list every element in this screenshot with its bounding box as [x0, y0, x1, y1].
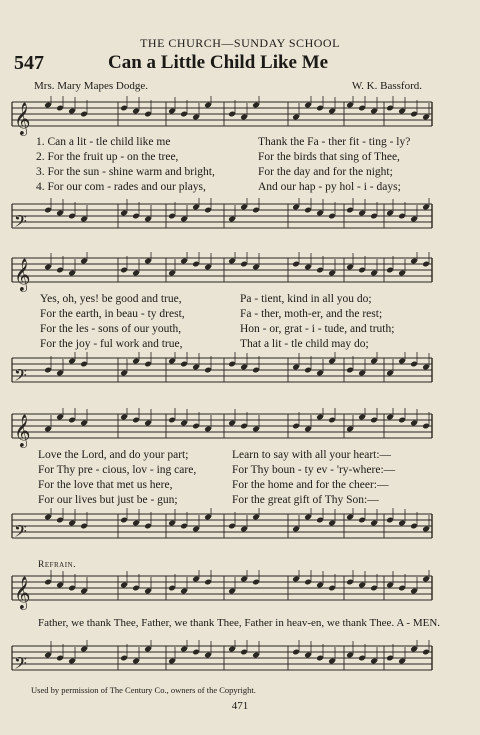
bass-staff-system-2 [0, 352, 480, 398]
note-head [370, 202, 378, 219]
note-head [370, 259, 378, 276]
treble-staff-system-3 [0, 408, 480, 454]
note-head [56, 508, 64, 523]
note-head [132, 97, 140, 114]
note-head [240, 252, 248, 267]
note-head [56, 96, 64, 111]
note-head [192, 640, 200, 655]
note-head [120, 644, 128, 661]
note-head [316, 571, 324, 588]
note-head [304, 570, 312, 585]
note-head [204, 641, 212, 658]
note-head [168, 408, 176, 423]
note-head [56, 644, 64, 661]
note-head [316, 644, 324, 661]
note-head [240, 353, 248, 370]
note-head [316, 508, 324, 523]
note-head [358, 96, 366, 111]
note-head [144, 205, 152, 222]
note-head [56, 199, 64, 216]
note-head [410, 100, 418, 117]
note-head [370, 647, 378, 664]
svg-text:𝄞: 𝄞 [14, 102, 31, 135]
note-head [68, 509, 76, 526]
svg-text:𝄢: 𝄢 [14, 211, 27, 235]
note-head [386, 571, 394, 588]
copyright-note: Used by permission of The Century Co., owners of the Copyright. [31, 685, 256, 695]
note-head [180, 205, 188, 222]
note-head [240, 640, 248, 655]
note-head [56, 571, 64, 588]
note-head [358, 508, 366, 523]
note-head [398, 408, 406, 423]
note-head [346, 415, 354, 432]
note-head [168, 97, 176, 114]
note-head [316, 96, 324, 111]
note-head [292, 353, 300, 370]
treble-staff-system-2 [0, 252, 480, 298]
page-number: 471 [231, 700, 249, 712]
refrain-label: Refrain. [38, 560, 76, 570]
note-head [168, 574, 176, 591]
note-head [370, 574, 378, 591]
note-head [228, 205, 236, 222]
note-head [328, 408, 336, 423]
note-head [144, 100, 152, 117]
note-head [68, 202, 76, 219]
note-head [180, 409, 188, 426]
treble-staff-refrain [0, 570, 480, 616]
note-head [120, 96, 128, 111]
note-head [292, 640, 300, 655]
note-head [292, 412, 300, 429]
note-head [44, 253, 52, 270]
note-head [204, 253, 212, 270]
note-head [328, 259, 336, 276]
note-head [398, 259, 406, 276]
note-head [56, 359, 64, 376]
note-head [328, 647, 336, 664]
note-head [168, 647, 176, 664]
note-head [398, 97, 406, 114]
note-head [204, 356, 212, 373]
note-head [80, 352, 88, 367]
note-head [132, 574, 140, 591]
note-head [346, 198, 354, 213]
note-head [422, 412, 430, 429]
note-head [192, 515, 200, 532]
svg-text:𝄢: 𝄢 [14, 365, 27, 389]
note-head [192, 412, 200, 429]
note-head [168, 509, 176, 526]
note-head [398, 647, 406, 664]
note-head [304, 198, 312, 213]
note-head [386, 508, 394, 523]
note-head [144, 352, 152, 367]
svg-text:𝄞: 𝄞 [14, 258, 31, 291]
note-head [370, 408, 378, 423]
svg-text:𝄢: 𝄢 [14, 521, 27, 545]
note-head [68, 97, 76, 114]
note-head [180, 352, 188, 367]
note-head [346, 641, 354, 658]
note-head [292, 103, 300, 120]
note-head [252, 641, 260, 658]
note-head [386, 359, 394, 376]
refrain-lyric: Father, we thank Thee, Father, we thank Thee, Father in heav-en, we thank Thee. A - MEN. [38, 617, 441, 629]
note-head [410, 512, 418, 529]
note-head [252, 415, 260, 432]
note-head [304, 641, 312, 658]
note-head [252, 570, 260, 585]
note-head [410, 577, 418, 594]
note-head [68, 408, 76, 423]
note-head [370, 97, 378, 114]
note-head [44, 570, 52, 585]
bass-staff-system-3 [0, 508, 480, 554]
note-head [422, 103, 430, 120]
note-head [410, 352, 418, 367]
note-head [80, 577, 88, 594]
note-head [328, 509, 336, 526]
note-head [68, 647, 76, 664]
note-head [398, 574, 406, 591]
note-head [168, 202, 176, 219]
note-head [132, 259, 140, 276]
note-head [386, 96, 394, 111]
note-head [252, 253, 260, 270]
note-head [358, 199, 366, 216]
note-head [346, 570, 354, 585]
note-head [192, 353, 200, 370]
note-head [252, 356, 260, 373]
note-head [228, 409, 236, 426]
composer-credit: W. K. Bassford. [351, 80, 422, 92]
lyricist-credit: Mrs. Mary Mapes Dodge. [34, 80, 148, 92]
note-head [180, 577, 188, 594]
note-head [292, 252, 300, 267]
note-head [304, 356, 312, 373]
note-head [192, 252, 200, 267]
hymn-number: 547 [14, 52, 44, 74]
note-head [144, 577, 152, 594]
note-head [252, 198, 260, 213]
note-head [56, 256, 64, 273]
note-head [168, 259, 176, 276]
note-head [132, 408, 140, 423]
note-head [204, 198, 212, 213]
note-head [346, 356, 354, 373]
note-head [358, 644, 366, 661]
note-head [346, 253, 354, 270]
note-head [80, 100, 88, 117]
note-head [120, 508, 128, 523]
note-head [358, 359, 366, 376]
note-head [204, 570, 212, 585]
note-head [120, 256, 128, 273]
note-head [228, 577, 236, 594]
note-head [328, 202, 336, 219]
note-head [304, 253, 312, 270]
note-head [132, 647, 140, 664]
note-head [228, 512, 236, 529]
note-head [358, 571, 366, 588]
note-head [316, 199, 324, 216]
note-head [240, 103, 248, 120]
note-head [44, 641, 52, 658]
note-head [316, 359, 324, 376]
note-head [228, 352, 236, 367]
note-head [398, 202, 406, 219]
note-head [422, 353, 430, 370]
note-head [410, 409, 418, 426]
note-head [80, 512, 88, 529]
note-head [328, 97, 336, 114]
note-head [120, 199, 128, 216]
note-head [44, 356, 52, 373]
note-head [68, 259, 76, 276]
note-head [422, 640, 430, 655]
note-head [120, 571, 128, 588]
note-head [80, 409, 88, 426]
note-head [292, 515, 300, 532]
bass-staff-refrain [0, 640, 480, 686]
note-head [422, 252, 430, 267]
note-head [410, 205, 418, 222]
note-head [80, 205, 88, 222]
note-head [192, 103, 200, 120]
note-head [44, 415, 52, 432]
bass-staff-system-1 [0, 198, 480, 244]
note-head [144, 409, 152, 426]
note-head [304, 415, 312, 432]
note-head [316, 256, 324, 273]
note-head [68, 574, 76, 591]
note-head [44, 198, 52, 213]
note-head [328, 574, 336, 591]
note-head [144, 512, 152, 529]
svg-text:𝄢: 𝄢 [14, 653, 27, 677]
note-head [370, 509, 378, 526]
note-head [386, 644, 394, 661]
note-head [204, 415, 212, 432]
note-head [386, 199, 394, 216]
note-head [358, 256, 366, 273]
note-head [120, 359, 128, 376]
hymn-title: Can a Little Child Like Me [108, 52, 329, 73]
note-head [398, 509, 406, 526]
section-header: THE CHURCH—SUNDAY SCHOOL [140, 36, 340, 50]
note-head [132, 509, 140, 526]
note-head [240, 515, 248, 532]
note-head [180, 100, 188, 117]
note-head [132, 202, 140, 219]
note-head [386, 256, 394, 273]
svg-text:𝄞: 𝄞 [14, 576, 31, 609]
note-head [228, 100, 236, 117]
note-head [180, 512, 188, 529]
svg-text:𝄞: 𝄞 [14, 414, 31, 447]
note-head [422, 515, 430, 532]
note-head [240, 412, 248, 429]
